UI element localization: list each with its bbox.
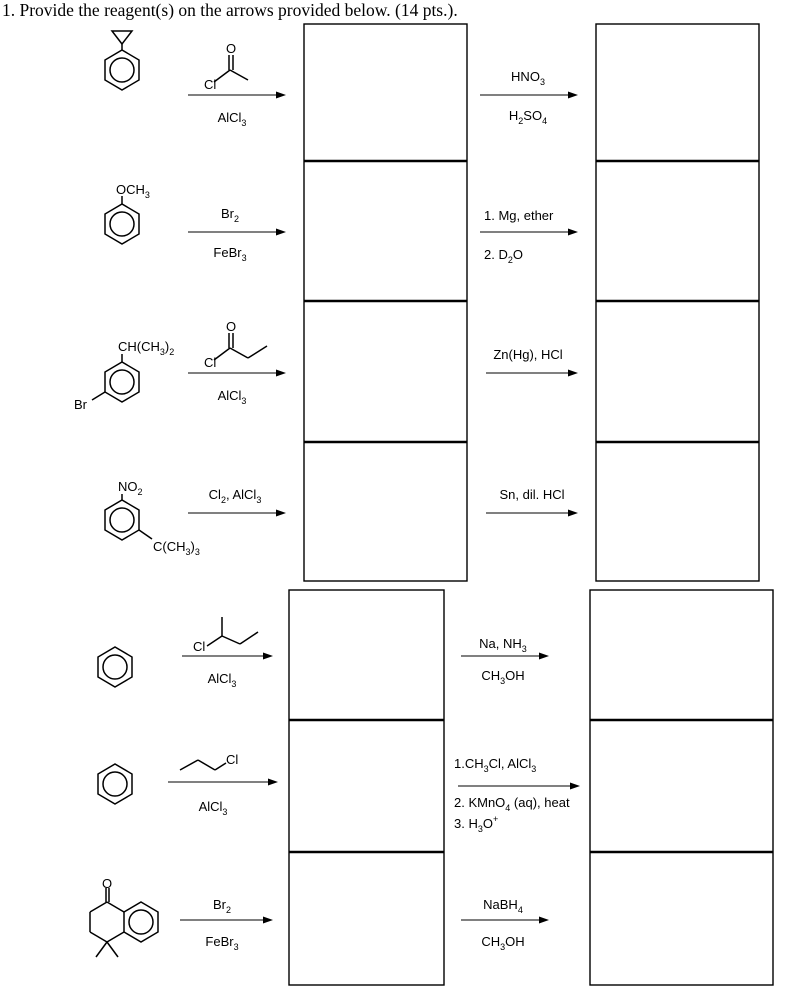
answer-box-2b[interactable] xyxy=(597,162,758,300)
answer-box-3a[interactable] xyxy=(305,302,466,440)
arrow-1b-head xyxy=(568,92,578,99)
dimethyltetralone-structure xyxy=(90,888,158,957)
answer-box-5b[interactable] xyxy=(591,591,772,719)
reagent-1a-below: AlCl$_3$ xyxy=(217,110,247,128)
bromo-isopropylbenzene-structure xyxy=(92,354,139,402)
answer-boxes xyxy=(289,24,773,985)
arrow-3a-head xyxy=(276,370,286,377)
answer-box-2a[interactable] xyxy=(305,162,466,300)
benzene-structure-1 xyxy=(98,647,132,687)
reagent-3a-below: AlCl$_3$ xyxy=(217,388,247,406)
bromo-label: Br xyxy=(74,397,87,412)
reagent-2b-above: 1. Mg, ether xyxy=(484,208,554,223)
cyclopropylbenzene-structure xyxy=(105,31,139,90)
anisole-structure xyxy=(105,196,139,244)
arrow-6b-head xyxy=(570,783,580,790)
arrow-4a-head xyxy=(276,510,286,517)
reagent-5a-below: AlCl$_3$ xyxy=(207,671,237,689)
reagent-2b-below: 2. $D_2O$ xyxy=(484,247,523,265)
chloropropane-structure xyxy=(180,760,226,770)
benzene-structure-2 xyxy=(98,764,132,804)
tetralone-o: O xyxy=(102,876,113,891)
arrow-2b-head xyxy=(568,229,578,236)
reagent-2a-below: FeBr$_3$ xyxy=(213,245,247,263)
reagent-1b-above: $HNO_3$ xyxy=(511,69,545,87)
answer-box-6b[interactable] xyxy=(591,721,772,851)
arrow-5a-head xyxy=(263,653,273,660)
answer-box-6a[interactable] xyxy=(290,721,443,851)
chloropropane-cl: Cl xyxy=(226,752,239,767)
isobutyl-chloride-cl: Cl xyxy=(193,639,206,654)
arrow-7a-head xyxy=(263,917,273,924)
isopropyl-label: $CH(CH_3)_2$ xyxy=(118,339,175,357)
reagent-7b-below: $CH_3OH$ xyxy=(481,934,525,952)
acetyl-chloride-cl: Cl xyxy=(204,77,217,92)
anisole-methoxy-label: $OCH_3$ xyxy=(116,182,150,200)
arrow-7b-head xyxy=(539,917,549,924)
propanoyl-chloride-o: O xyxy=(226,319,237,334)
reagent-3b-above: Zn(Hg), HCl xyxy=(493,347,563,362)
reagent-1b-below: $H_2SO_4$ xyxy=(508,108,548,126)
answer-box-4b[interactable] xyxy=(597,443,758,580)
arrow-1a-head xyxy=(276,92,286,99)
nitro-label: $NO_2$ xyxy=(118,479,143,497)
answer-box-5a[interactable] xyxy=(290,591,443,719)
answer-box-1b[interactable] xyxy=(597,25,758,161)
reagent-2a-above: $Br_2$ xyxy=(220,206,240,224)
acetyl-chloride-o: O xyxy=(226,41,237,56)
isobutyl-chloride-structure xyxy=(207,617,258,646)
tert-butylnitrobenzene-structure xyxy=(105,494,152,540)
answer-box-7b[interactable] xyxy=(591,854,772,984)
reagent-5b-below: $CH_3OH$ xyxy=(481,668,525,686)
reagent-7b-above: NaBH$_4$ xyxy=(483,897,523,915)
reagent-6a-below: AlCl$_3$ xyxy=(198,799,228,817)
acetyl-chloride-structure xyxy=(214,55,248,82)
reagent-7a-below: FeBr$_3$ xyxy=(205,934,239,952)
answer-box-4a[interactable] xyxy=(305,443,466,580)
propanoyl-chloride-cl: Cl xyxy=(204,355,217,370)
reagent-7a-above: $Br_2$ xyxy=(212,897,232,915)
reagent-5b-above: Na, $NH_3$ xyxy=(479,636,527,654)
reagent-4a-above: $Cl_2$, AlCl$_3$ xyxy=(208,487,262,505)
answer-box-7a[interactable] xyxy=(290,854,443,984)
question-title: 1. Provide the reagent(s) on the arrows provided below. (14 pts.). xyxy=(2,0,458,20)
arrow-3b-head xyxy=(568,370,578,377)
answer-box-1a[interactable] xyxy=(305,25,466,161)
arrow-5b-head xyxy=(539,653,549,660)
reagent-6b-above: $1.CH_3Cl$, AlCl$_3$ xyxy=(454,756,537,774)
arrow-4b-head xyxy=(568,510,578,517)
propanoyl-chloride-structure xyxy=(214,333,267,360)
arrow-2a-head xyxy=(276,229,286,236)
answer-box-3b[interactable] xyxy=(597,302,758,440)
reagent-6b-below: 2. KMnO$_4$ (aq), heat xyxy=(454,795,570,813)
arrow-6a-head xyxy=(268,779,278,786)
reagent-6b-below2: 3. $H_3O^+$ xyxy=(454,814,499,834)
tert-butyl-label: $C(CH_3)_3$ xyxy=(153,539,200,557)
reagent-4b-above: Sn, dil. HCl xyxy=(499,487,565,502)
